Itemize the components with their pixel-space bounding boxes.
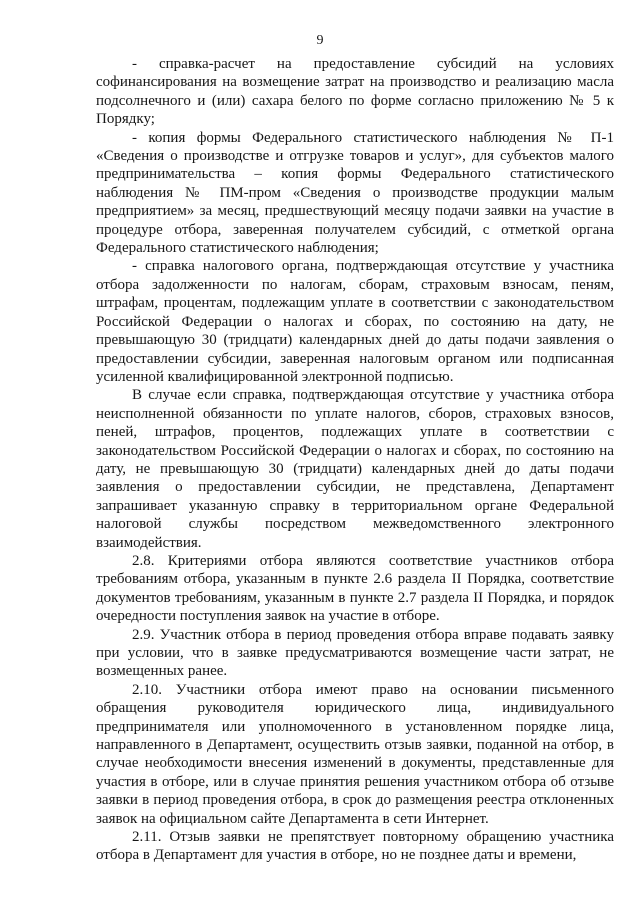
paragraph-certificate-request: В случае если справка, подтверждающая отсутствие у участника отбора неисполненной обязанности по уплате налогов, сборов, страховых взносов, пеней, штрафов, процентов, подлежащих уплате в соответствии с законодательством Российской Федерации о налогах и сборах, по состоянию на дату, не превышающую 30 (тридцати) календарных дней до даты подачи заявления о предоставлении субсидии, не представлена, Департамент запрашивает указанную справку в территориальном органе Федеральной налоговой службы посредством межведомственного электронного взаимодействия. <box>96 387 614 551</box>
paragraph-tax-certificate: - справка налогового органа, подтверждающая отсутствие у участника отбора задолженности по налогам, сборам, страховым взносам, пеням, штрафам, процентам, подлежащим уплате в соответствии с законодательством Российской Федерации о налогах и сборах, по состоянию на дату, не превышающую 30 (тридцати) календарных дней до даты подачи заявления о предоставлении субсидии, заверенная налоговым органом или подписанная усиленной квалифицированной электронной подписью. <box>96 258 614 385</box>
paragraph-2-10: 2.10. Участники отбора имеют право на основании письменного обращения руководителя юридического лица, индивидуального предпринимателя или уполномоченного в установленном порядке лица, направленного в Департамент, осуществить отзыв заявки, поданной на отбор, в случае необходимости внесения изменений в документы, представленные для участия в отборе, или в случае принятия решения участником отбора об отзыве заявки в период проведения отбора, в срок до размещения реестра отклоненных заявок на официальном сайте Департамента в сети Интернет. <box>96 681 614 827</box>
paragraph-2-11: 2.11. Отзыв заявки не препятствует повторному обращению участника отбора в Департамент для участия в отборе, но не позднее даты и времени, <box>96 829 614 864</box>
paragraph-2-8: 2.8. Критериями отбора являются соответствие участников отбора требованиям отбора, указанным в пункте 2.6 раздела II Порядка, соответствие документов требованиям, указанным в пункте 2.7 раздела II Порядка, и порядок очередности поступления заявок на участие в отборе. <box>96 552 614 625</box>
document-body <box>96 55 614 865</box>
paragraph-2-9: 2.9. Участник отбора в период проведения отбора вправе подавать заявку при условии, что в заявке предусматриваются возмещение части затрат, не возмещенных ранее. <box>96 626 614 680</box>
paragraph-subsidy-calculation: - справка-расчет на предоставление субсидий на условиях софинансирования на возмещение затрат на производство и реализацию масла подсолнечного и (или) сахара белого по форме согласно приложению № 5 к Порядку; <box>96 56 614 128</box>
page-number: 9 <box>316 33 324 48</box>
paragraph-statistics-form: - копия формы Федерального статистического наблюдения № П-1 «Сведения о производстве и отгрузке товаров и услуг», для субъектов малого предпринимательства – копия формы Федерального статистического наблюдения № ПМ-пром «Сведения о производстве продукции малым предприятием» за месяц, предшествующий месяцу подачи заявки на участие в процедуре отбора, заверенная получателем субсидий, с отметкой органа Федерального статистического наблюдения; <box>96 129 614 257</box>
